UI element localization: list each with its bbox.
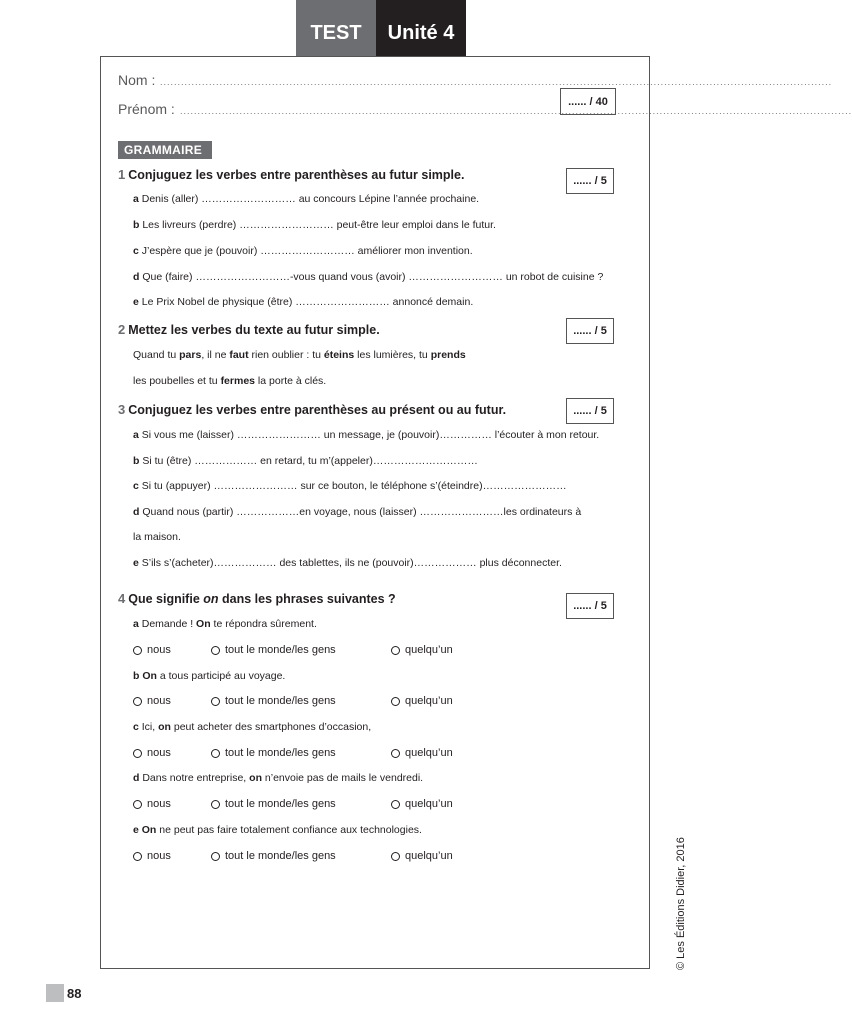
unit-label: Unité 4 [376, 0, 466, 56]
ex4-e-option-quelquun[interactable]: quelqu’un [391, 850, 453, 862]
ex4-item-b: b On a tous participé au voyage. [133, 670, 286, 682]
radio-icon[interactable] [211, 749, 220, 758]
radio-icon[interactable] [211, 646, 220, 655]
ex4-a-option-quelquun[interactable]: quelqu’un [391, 644, 453, 656]
ex4-e-option-tout-le-monde[interactable]: tout le monde/les gens [211, 850, 336, 862]
radio-icon[interactable] [133, 749, 142, 758]
exercise-4-title: 4 Que signifie on dans les phrases suivantes ? [118, 591, 396, 606]
ex3-item-a[interactable]: a Si vous me (laisser) …………………… un message, je (pouvoir)…………… l’écouter à mon retour. [133, 429, 600, 441]
radio-icon[interactable] [133, 646, 142, 655]
radio-icon[interactable] [211, 852, 220, 861]
ex3-item-e[interactable]: e S’ils s’(acheter)……………… des tablettes, ils ne (pouvoir)……………… plus déconnecter. [133, 557, 562, 569]
exercise-1-instruction: Conjuguez les verbes entre parenthèses au futur simple. [128, 168, 465, 182]
ex4-item-d: d Dans notre entreprise, on n’envoie pas de mails le vendredi. [133, 772, 424, 784]
prenom-label: Prénom : [118, 101, 175, 117]
copyright-notice: © Les Éditions Didier, 2016 [675, 837, 687, 970]
ex4-item-a: a Demande ! On te répondra sûrement. [133, 618, 317, 630]
exercise-1-score-box: ...... / 5 [566, 168, 614, 194]
ex3-item-d-continued: la maison. [133, 531, 181, 543]
ex1-item-b[interactable]: b Les livreurs (perdre) ……………………… peut-être leur emploi dans le futur. [133, 219, 496, 231]
ex4-c-option-nous[interactable]: nous [133, 747, 171, 759]
ex4-b-option-nous[interactable]: nous [133, 695, 171, 707]
radio-icon[interactable] [211, 697, 220, 706]
exercise-4-score-box: ...... / 5 [566, 593, 614, 619]
exercise-4-number: 4 [118, 591, 126, 606]
ex3-item-d[interactable]: d Quand nous (partir) ………………en voyage, nous (laisser) ……………………les ordinateurs à [133, 506, 582, 518]
exercise-3-score-box: ...... / 5 [566, 398, 614, 424]
page-marker-square [46, 984, 64, 1002]
ex4-e-option-nous[interactable]: nous [133, 850, 171, 862]
ex4-item-c: c Ici, on peut acheter des smartphones d’occasion, [133, 721, 372, 733]
nom-label: Nom : [118, 72, 156, 88]
radio-icon[interactable] [391, 852, 400, 861]
test-label: TEST [296, 0, 376, 56]
ex4-item-e: e On ne peut pas faire totalement confiance aux technologies. [133, 824, 422, 836]
page-header [296, 0, 466, 56]
page-number: 88 [46, 984, 81, 1002]
exercise-2-instruction: Mettez les verbes du texte au futur simple. [128, 323, 380, 337]
radio-icon[interactable] [133, 697, 142, 706]
exercise-3-title [118, 402, 506, 417]
ex2-text-line-1: Quand tu pars, il ne faut rien oublier : tu éteins les lumières, tu prends [133, 349, 466, 361]
nom-field[interactable]: ................................................................................................................................................................................................ [160, 77, 833, 87]
radio-icon[interactable] [211, 800, 220, 809]
ex1-item-e[interactable]: e Le Prix Nobel de physique (être) ……………………… annoncé demain. [133, 296, 474, 308]
ex1-item-c[interactable]: c J’espère que je (pouvoir) ……………………… améliorer mon invention. [133, 245, 473, 257]
ex4-d-option-quelquun[interactable]: quelqu’un [391, 798, 453, 810]
ex4-b-option-quelquun[interactable]: quelqu’un [391, 695, 453, 707]
section-grammaire: GRAMMAIRE [118, 141, 212, 159]
ex4-a-option-nous[interactable]: nous [133, 644, 171, 656]
exercise-1-number: 1 [118, 167, 126, 182]
total-score-box: ...... / 40 [560, 88, 616, 115]
ex4-b-option-tout-le-monde[interactable]: tout le monde/les gens [211, 695, 336, 707]
exercise-2-title [118, 322, 380, 337]
radio-icon[interactable] [133, 800, 142, 809]
radio-icon[interactable] [391, 800, 400, 809]
radio-icon[interactable] [391, 646, 400, 655]
prenom-field[interactable]: ................................................................................................................................................................................................ [180, 106, 852, 116]
ex2-text-line-2: les poubelles et tu fermes la porte à clés. [133, 375, 327, 387]
ex4-a-option-tout-le-monde[interactable]: tout le monde/les gens [211, 644, 336, 656]
exercise-2-number: 2 [118, 322, 126, 337]
exercise-3-number: 3 [118, 402, 126, 417]
ex1-item-a[interactable]: a Denis (aller) ……………………… au concours Lépine l’année prochaine. [133, 193, 480, 205]
ex4-d-option-tout-le-monde[interactable]: tout le monde/les gens [211, 798, 336, 810]
radio-icon[interactable] [133, 852, 142, 861]
radio-icon[interactable] [391, 749, 400, 758]
exercise-1-title [118, 167, 464, 182]
ex3-item-b[interactable]: b Si tu (être) ……………… en retard, tu m’(appeler)………………………… [133, 455, 478, 467]
exercise-3-instruction: Conjuguez les verbes entre parenthèses au présent ou au futur. [128, 403, 507, 417]
ex4-c-option-tout-le-monde[interactable]: tout le monde/les gens [211, 747, 336, 759]
ex4-c-option-quelquun[interactable]: quelqu’un [391, 747, 453, 759]
ex1-item-d[interactable]: d Que (faire) ………………………-vous quand vous (avoir) ……………………… un robot de cuisine ? [133, 271, 604, 283]
ex4-d-option-nous[interactable]: nous [133, 798, 171, 810]
exercise-2-score-box: ...... / 5 [566, 318, 614, 344]
radio-icon[interactable] [391, 697, 400, 706]
ex3-item-c[interactable]: c Si tu (appuyer) …………………… sur ce bouton, le téléphone s’(éteindre)…………………… [133, 480, 567, 492]
